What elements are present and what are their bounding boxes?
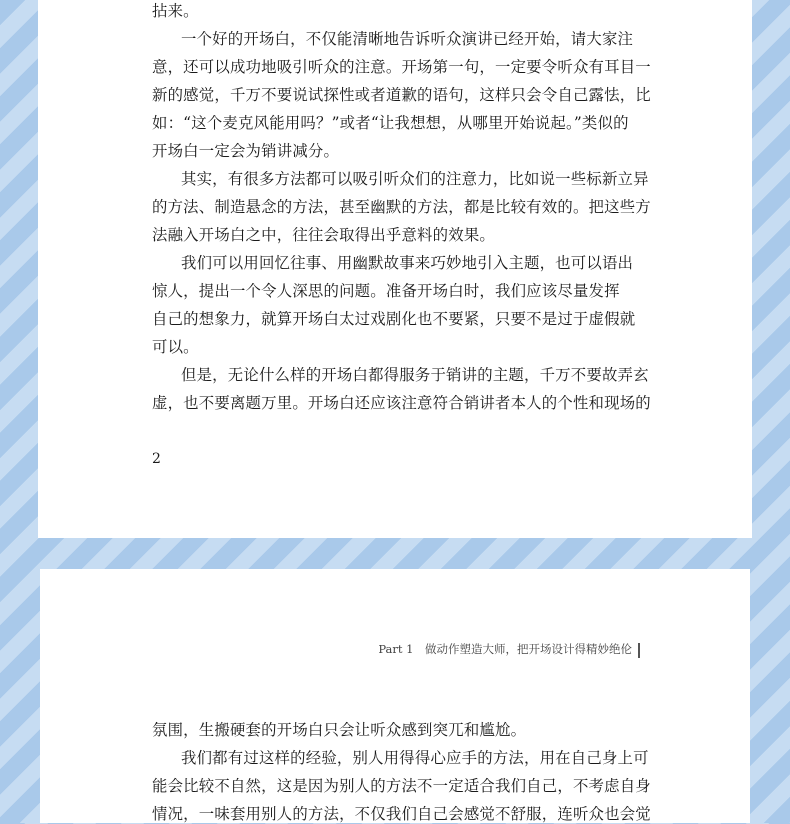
text-line: 情况，一味套用别人的方法，不仅我们自己会感觉不舒服，连听众也会觉 <box>152 805 651 823</box>
text-line: 可以。 <box>152 338 199 356</box>
text-line: 我们可以用回忆往事、用幽默故事来巧妙地引入主题，也可以语出 <box>181 254 634 272</box>
header-rule-mark <box>638 643 640 658</box>
text-line: 惊人，提出一个令人深思的问题。准备开场白时，我们应该尽量发挥 <box>152 282 620 300</box>
text-line: 开场白一定会为销讲减分。 <box>152 142 340 160</box>
text-line: 我们都有过这样的经验，别人用得得心应手的方法，用在自己身上可 <box>181 749 649 767</box>
text-line: 拈来。 <box>152 2 199 20</box>
text-line: 自己的想象力，就算开场白太过戏剧化也不要紧，只要不是过于虚假就 <box>152 310 636 328</box>
running-header-text: Part 1 做动作塑造大师，把开场设计得精妙绝伦 <box>378 642 632 656</box>
book-page-lower <box>40 569 750 823</box>
text-line: 新的感觉，千万不要说试探性或者道歉的语句，这样只会令自己露怯，比 <box>152 86 651 104</box>
text-line: 能会比较不自然，这是因为别人的方法不一定适合我们自己，不考虑自身 <box>152 777 651 795</box>
running-header <box>378 641 640 658</box>
text-line: 氛围，生搬硬套的开场白只会让听众感到突兀和尴尬。 <box>152 721 527 739</box>
text-line: 虚，也不要离题万里。开场白还应该注意符合销讲者本人的个性和现场的 <box>152 394 651 412</box>
text-line: 法融入开场白之中，往往会取得出乎意料的效果。 <box>152 226 495 244</box>
text-line: 如：“这个麦克风能用吗？”或者“让我想想，从哪里开始说起。”类似的 <box>152 114 629 132</box>
text-line: 的方法、制造悬念的方法，甚至幽默的方法，都是比较有效的。把这些方 <box>152 198 651 216</box>
text-line: 其实，有很多方法都可以吸引听众们的注意力，比如说一些标新立异 <box>181 170 649 188</box>
book-page-upper <box>38 0 752 538</box>
page-number: 2 <box>152 451 161 467</box>
text-line: 一个好的开场白，不仅能清晰地告诉听众演讲已经开始，请大家注 <box>181 30 634 48</box>
text-line: 但是，无论什么样的开场白都得服务于销讲的主题，千万不要故弄玄 <box>181 366 649 384</box>
text-line: 意，还可以成功地吸引听众的注意。开场第一句，一定要令听众有耳目一 <box>152 58 651 76</box>
